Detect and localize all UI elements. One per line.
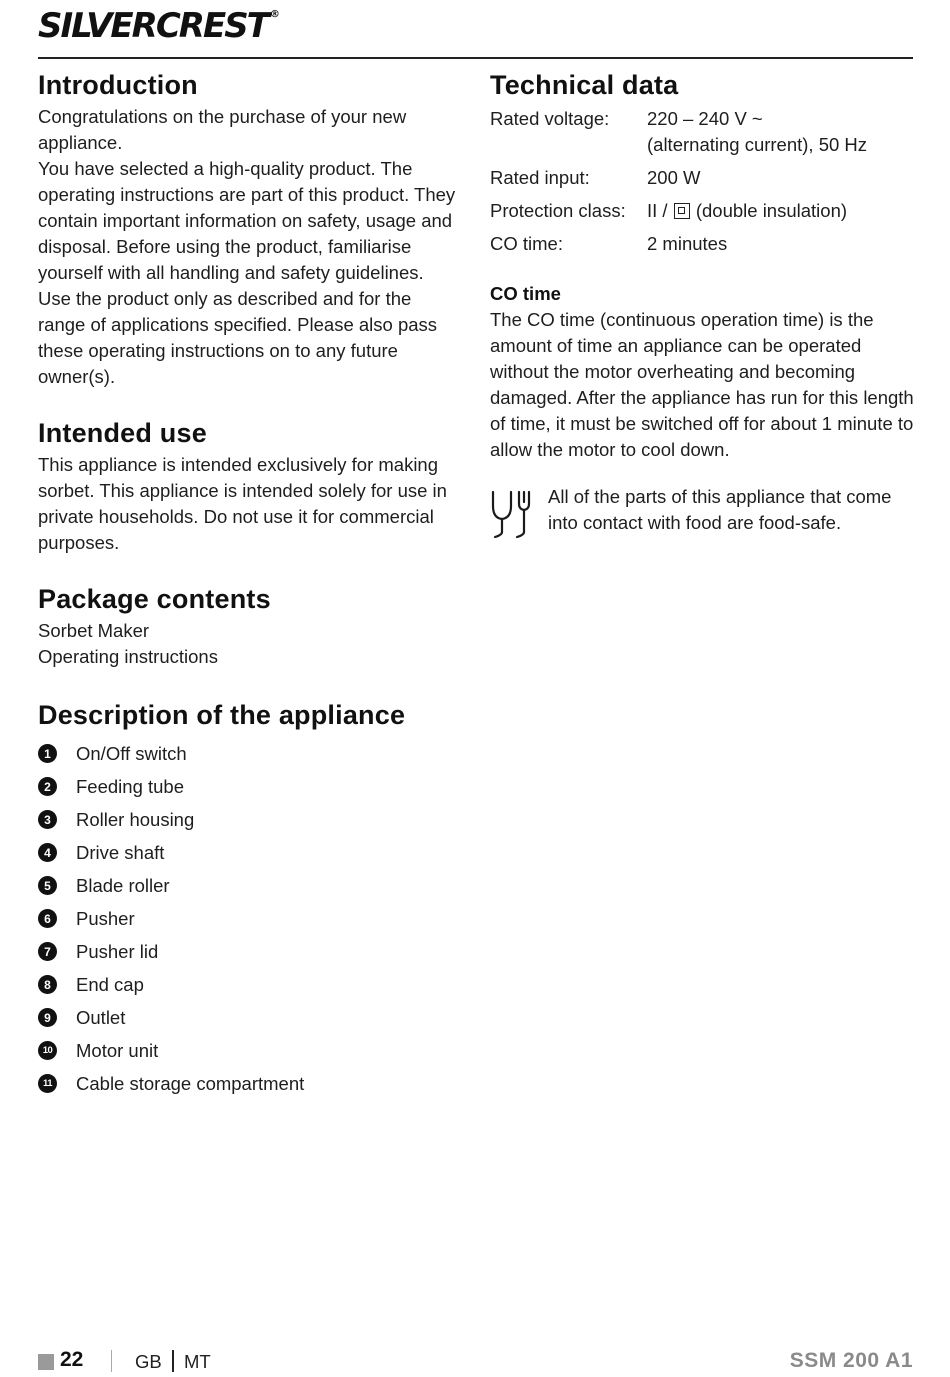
part-label: Cable storage compartment	[76, 1072, 305, 1094]
co-time-subheading: CO time	[490, 283, 561, 304]
part-number-badge: 4	[38, 843, 57, 862]
protection-class-label: Protection class:	[490, 200, 626, 221]
part-number-badge: 9	[38, 1008, 57, 1027]
co-time-row	[490, 231, 915, 257]
registered-mark: ®	[269, 9, 280, 20]
part-label: End cap	[76, 973, 144, 995]
language-code-gb: GB	[135, 1351, 162, 1372]
page-number: 22	[60, 1348, 84, 1371]
technical-data-table	[490, 106, 915, 257]
part-item	[38, 968, 458, 1001]
brand-name: SILVERCREST	[38, 6, 268, 46]
part-item	[38, 1067, 458, 1100]
part-number-badge: 1	[38, 744, 57, 763]
introduction-paragraph-1: Congratulations on the purchase of your new appliance.	[38, 106, 407, 153]
protection-class-suffix: (double insulation)	[695, 200, 848, 221]
part-label: Pusher	[76, 907, 135, 929]
protection-class-row	[490, 198, 915, 224]
language-divider	[172, 1350, 174, 1372]
page-footer	[38, 1347, 913, 1377]
food-safe-note	[490, 484, 915, 540]
package-contents-heading: Package contents	[38, 584, 271, 614]
part-number-badge: 6	[38, 909, 57, 928]
technical-data-heading: Technical data	[490, 70, 679, 100]
part-item	[38, 803, 458, 836]
part-item	[38, 770, 458, 803]
part-number-badge: 8	[38, 975, 57, 994]
part-item	[38, 836, 458, 869]
right-column	[490, 66, 915, 540]
food-safe-text: All of the parts of this appliance that come into contact with food are food-safe.	[548, 486, 892, 533]
footer-square-marker	[38, 1354, 54, 1370]
header-rule	[38, 57, 913, 59]
rated-input-row	[490, 165, 915, 191]
co-time-label: CO time:	[490, 233, 563, 254]
footer-divider	[111, 1350, 112, 1372]
protection-class-value	[647, 198, 915, 224]
rated-input-label: Rated input:	[490, 167, 590, 188]
part-number-badge: 3	[38, 810, 57, 829]
rated-voltage-value	[647, 106, 915, 158]
part-item	[38, 902, 458, 935]
part-label: Pusher lid	[76, 940, 159, 962]
rated-input-value: 200 W	[647, 167, 701, 188]
rated-voltage-row	[490, 106, 915, 158]
part-label: On/Off switch	[76, 742, 187, 764]
part-item	[38, 1034, 458, 1067]
introduction-heading: Introduction	[38, 70, 198, 100]
parts-list	[38, 737, 458, 1100]
part-label: Motor unit	[76, 1039, 159, 1061]
package-item: Sorbet Maker	[38, 620, 150, 641]
rated-voltage-value-line2: (alternating current), 50 Hz	[647, 134, 868, 155]
part-number-badge: 5	[38, 876, 57, 895]
rated-voltage-label: Rated voltage:	[490, 108, 610, 129]
food-safe-glass-fork-icon	[490, 488, 536, 540]
part-item	[38, 935, 458, 968]
part-label: Roller housing	[76, 808, 195, 830]
part-label: Feeding tube	[76, 775, 185, 797]
rated-voltage-value-line1: 220 – 240 V ~	[647, 108, 763, 129]
left-column	[38, 66, 458, 1100]
part-item	[38, 869, 458, 902]
part-number-badge: 7	[38, 942, 57, 961]
part-number-badge: 2	[38, 777, 57, 796]
package-item: Operating instructions	[38, 646, 218, 667]
part-number-badge: 10	[38, 1041, 57, 1060]
part-item	[38, 737, 458, 770]
intended-use-heading: Intended use	[38, 418, 207, 448]
part-label: Blade roller	[76, 874, 170, 896]
part-label: Outlet	[76, 1006, 126, 1028]
description-heading: Description of the appliance	[38, 700, 406, 730]
intended-use-paragraph: This appliance is intended exclusively for making sorbet. This appliance is intended solely for use in private households. Do not use it for commercial purposes.	[38, 454, 447, 553]
part-item	[38, 1001, 458, 1034]
brand-logo	[38, 6, 280, 46]
double-insulation-icon	[674, 203, 690, 219]
co-time-paragraph: The CO time (continuous operation time) is the amount of time an appliance can be operated without the motor overheating and becoming damaged. After the appliance has run for this length of time, it must be switched off for about 1 minute to allow the motor to cool down.	[490, 309, 914, 460]
introduction-paragraph-2: You have selected a high-quality product. The operating instructions are part of this product. They contain important information on safety, usage and disposal. Before using the product, familiarise yourself with all handling and safety guidelines. Use the product only as described and for the range of applications specified. Please also pass these operating instructions on to any future owner(s).	[38, 158, 456, 387]
model-number: SSM 200 A1	[789, 1349, 913, 1372]
protection-class-prefix: II /	[647, 200, 668, 221]
part-label: Drive shaft	[76, 841, 165, 863]
language-code-mt: MT	[184, 1351, 211, 1372]
co-time-value: 2 minutes	[647, 233, 728, 254]
part-number-badge: 11	[38, 1074, 57, 1093]
